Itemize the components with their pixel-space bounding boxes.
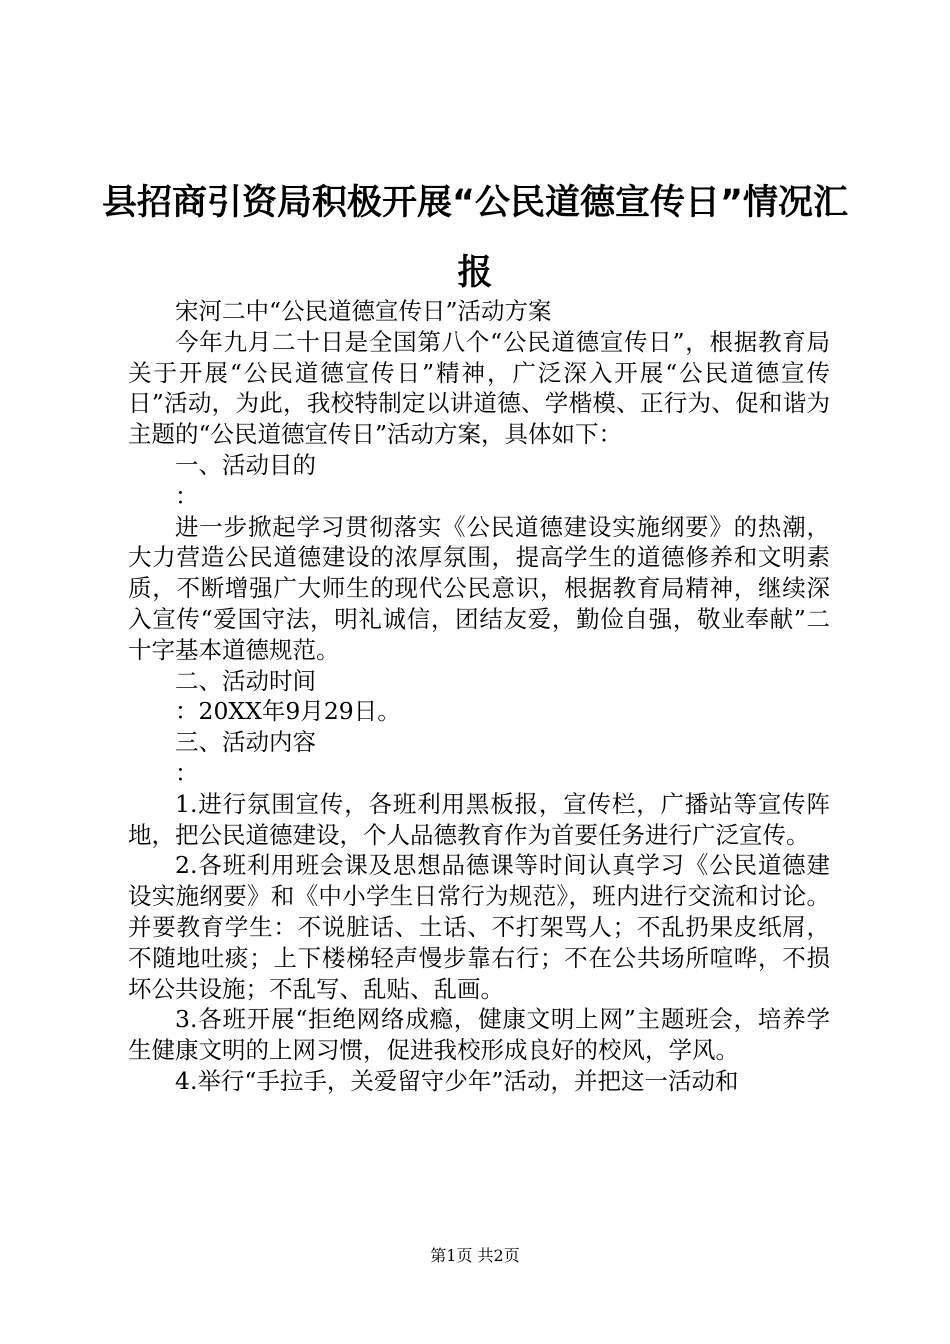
- content-item-4: 4.举行“手拉手，关爱留守少年”活动，并把这一活动和: [175, 1066, 739, 1095]
- purpose-paragraph: 进一步掀起学习贯彻落实《公民道德建设实施纲要》的热潮，大力营造公民道德建设的浓厚氛围，提高学生的道德修养和文明素质，不断增强广大师生的现代公民意识，根据教育局精神，继续深入宣传“爱国守法，明礼诚信，团结友爱，勤俭自强，敬业奉献”二十字基本道德规范。: [128, 512, 830, 664]
- colon-line: ：: [175, 481, 199, 510]
- intro-paragraph: 今年九月二十日是全国第八个“公民道德宣传日”，根据教育局关于开展“公民道德宣传日”精神，广泛深入开展“公民道德宣传日”活动，为此，我校特制定以讲道德、学楷模、正行为、促和谐为主题的“公民道德宣传日”活动方案，具体如下：: [128, 327, 830, 449]
- colon-line: ：: [175, 758, 199, 787]
- content-item-1: 1.进行氛围宣传，各班利用黑板报，宣传栏，广播站等宣传阵地，把公民道德建设，个人品德教育作为首要任务进行广泛宣传。: [128, 789, 830, 849]
- page-footer: 第1页 共2页: [430, 1246, 520, 1265]
- section-heading-purpose: 一、活动目的: [175, 450, 316, 479]
- plan-heading: 宋河二中“公民道德宣传日”活动方案: [175, 297, 552, 325]
- section-heading-time: 二、活动时间: [175, 666, 316, 695]
- section-heading-content: 三、活动内容: [175, 728, 316, 757]
- content-item-2: 2.各班利用班会课及思想品德课等时间认真学习《公民道德建设实施纲要》和《中小学生日常行为规范》，班内进行交流和讨论。并要教育学生：不说脏话、土话、不打架骂人；不乱扔果皮纸屑，不随地吐痰；上下楼梯轻声慢步靠右行；不在公共场所喧哗，不损坏公共设施；不乱写、乱贴、乱画。: [128, 851, 830, 1003]
- document-title: 县招商引资局积极开展“公民道德宣传日”情况汇报: [101, 183, 848, 293]
- time-paragraph: ：20XX年9月29日。: [175, 697, 401, 726]
- document-body: [128, 296, 830, 1097]
- content-item-3: 3.各班开展“拒绝网络成瘾，健康文明上网”主题班会，培养学生健康文明的上网习惯，促进我校形成良好的校风，学风。: [128, 1005, 830, 1065]
